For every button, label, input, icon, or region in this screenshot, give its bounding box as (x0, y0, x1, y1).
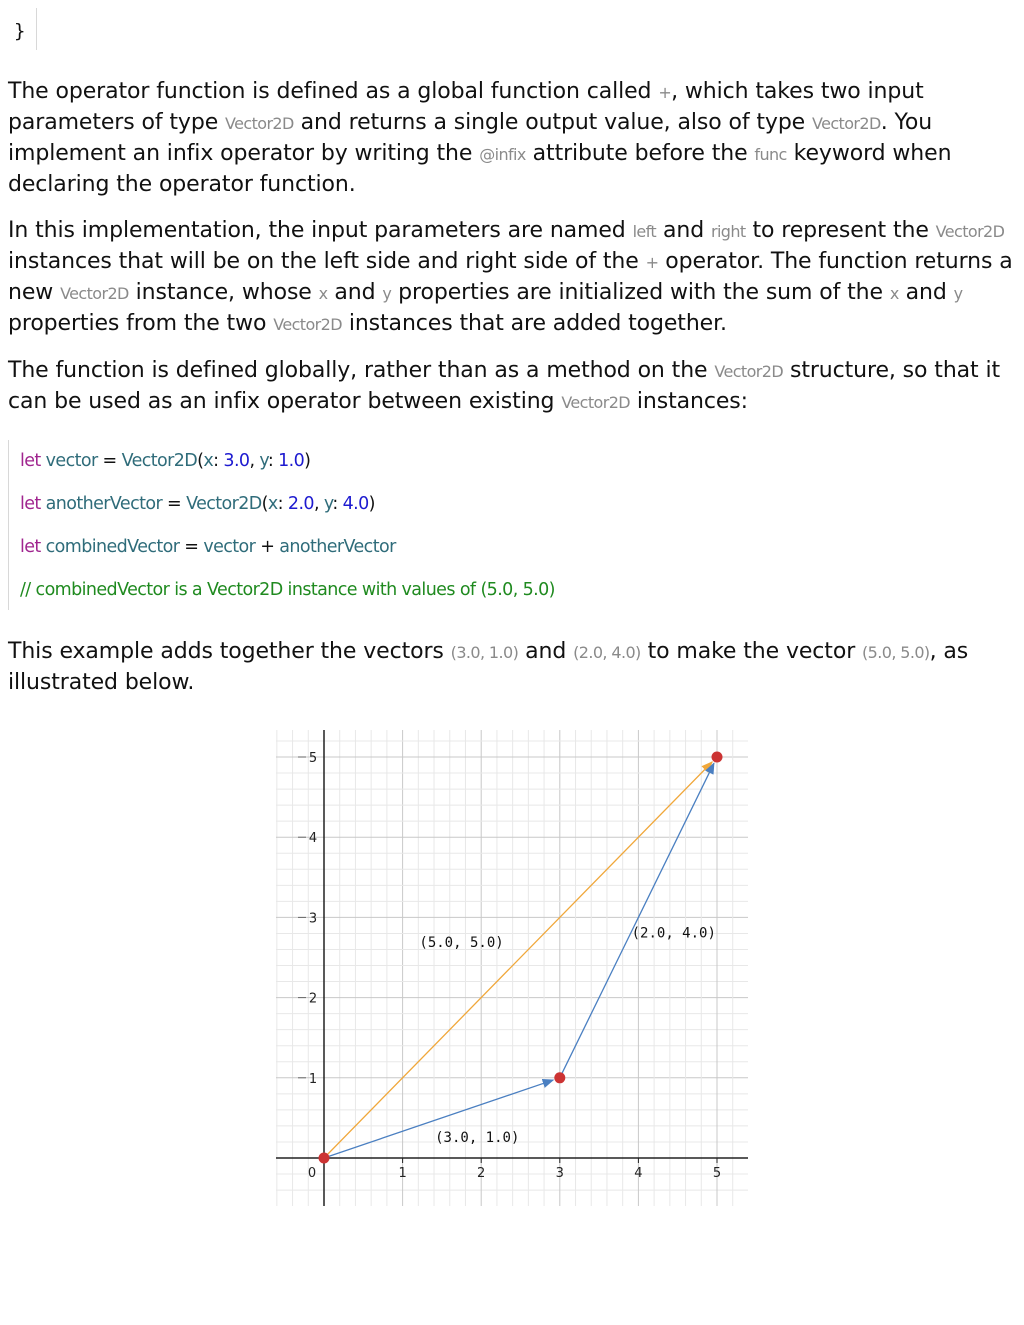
vector-arrow (560, 763, 714, 1078)
vector-labels (419, 925, 716, 1146)
paren: ) (368, 494, 375, 514)
operator: + (255, 537, 280, 557)
identifier: combinedVector (40, 537, 180, 557)
text: to represent the (745, 218, 936, 243)
paragraph-defined-globally (8, 356, 1013, 418)
text: and (518, 639, 574, 664)
inline-code: y (382, 284, 392, 303)
identifier: anotherVector (279, 537, 396, 557)
x-tick-label: 2 (477, 1166, 486, 1181)
text: In this implementation, the input parameters are named (8, 218, 633, 243)
text: instances that will be on the left side and right side of the (8, 249, 646, 274)
comma: , (313, 494, 324, 514)
x-tick-label: 4 (634, 1166, 643, 1181)
inline-code: Vector2D (812, 114, 881, 133)
identifier: vector (40, 451, 98, 471)
closing-brace: } (14, 20, 26, 42)
text: The function is defined globally, rather than as a method on the (8, 358, 715, 383)
number: 1.0 (278, 451, 305, 471)
number: 3.0 (223, 451, 250, 471)
inline-code: Vector2D (714, 362, 784, 381)
paragraph-operator-function (8, 77, 1008, 200)
number: 2.0 (287, 494, 314, 514)
vector-label: (3.0, 1.0) (435, 1129, 520, 1146)
code-snippet-fragment (0, 8, 37, 50)
code-line-2 (20, 494, 375, 514)
text: and returns a single output value, also of type (293, 110, 813, 135)
colon: : (332, 494, 343, 514)
inline-code: (2.0, 4.0) (573, 643, 641, 662)
text: and (898, 280, 954, 305)
text: instance, whose (128, 280, 319, 305)
paren: ( (197, 451, 204, 471)
inline-code: @infix (479, 145, 526, 164)
operator: = (179, 537, 204, 557)
text: This example adds together the vectors (8, 639, 451, 664)
type-name: Vector2D (186, 494, 262, 514)
comma: , (249, 451, 260, 471)
identifier: vector (203, 537, 256, 557)
y-tick-label: 4 (308, 831, 318, 847)
text: keyword when declaring the operator function. (8, 141, 952, 197)
code-line-3 (20, 537, 396, 557)
text: structure, so that it can be used as an infix operator between existing (8, 358, 1001, 414)
paren: ( (261, 494, 268, 514)
param-label: x (267, 494, 278, 514)
text: operator. The function returns a new (8, 249, 1013, 305)
param-label: y (323, 494, 333, 514)
text: attribute before the (525, 141, 755, 166)
inline-code: x (318, 284, 328, 303)
x-tick-label: 1 (398, 1166, 407, 1181)
colon: : (277, 494, 288, 514)
inline-code: (3.0, 1.0) (450, 643, 519, 662)
operator: = (97, 451, 122, 471)
colon: : (213, 451, 224, 471)
inline-code: y (953, 284, 963, 303)
inline-code: func (754, 145, 787, 164)
inline-code: x (889, 284, 899, 303)
number: 4.0 (342, 494, 369, 514)
text: , which takes two input parameters of type (8, 79, 924, 135)
inline-code: right (710, 222, 746, 241)
x-tick-label: 3 (555, 1166, 564, 1181)
keyword: let (20, 451, 41, 471)
inline-code: left (632, 222, 657, 241)
inline-code: + (645, 253, 659, 272)
inline-code: Vector2D (561, 393, 630, 412)
x-tick-label: 5 (712, 1166, 722, 1181)
vector-label: (2.0, 4.0) (631, 925, 716, 942)
identifier: anotherVector (40, 494, 163, 514)
keyword: let (20, 494, 41, 514)
inline-code: + (658, 83, 672, 102)
paragraph-implementation (8, 216, 1020, 340)
inline-code: Vector2D (935, 222, 1005, 241)
paragraph-example (8, 637, 1008, 698)
text: instances: (630, 389, 748, 414)
param-label: y (259, 451, 268, 471)
data-point (712, 752, 723, 763)
inline-code: Vector2D (60, 284, 129, 303)
y-tick-label: 3 (308, 911, 318, 927)
y-tick-label: 5 (308, 751, 318, 766)
vector-addition-chart (276, 730, 748, 1206)
x-tick-label: 0 (307, 1166, 317, 1181)
code-line-1 (20, 451, 310, 471)
text: instances that are added together. (341, 311, 727, 336)
inline-code: (5.0, 5.0) (862, 643, 930, 662)
text: properties from the two (8, 311, 274, 336)
text: to make the vector (640, 639, 863, 664)
text: and (656, 218, 711, 243)
code-line-4-comment: // combinedVector is a Vector2D instance with values of (5.0, 5.0) (20, 580, 555, 600)
paren: ) (304, 451, 311, 471)
text: , as illustrated below. (8, 639, 969, 695)
operator: = (162, 494, 187, 514)
type-name: Vector2D (121, 451, 198, 471)
code-block (8, 440, 709, 610)
param-label: x (203, 451, 214, 471)
text: properties are initialized with the sum of the (391, 280, 890, 305)
text: The operator function is defined as a global function called (8, 79, 659, 104)
keyword: let (20, 537, 41, 557)
colon: : (267, 451, 279, 471)
text: and (327, 280, 383, 305)
inline-code: Vector2D (225, 114, 294, 133)
vector-arrow (324, 1080, 553, 1158)
text: . You implement an infix operator by writing the (8, 110, 933, 166)
y-tick-label: 2 (308, 991, 318, 1007)
data-point (319, 1153, 330, 1164)
y-tick-label: 1 (308, 1071, 318, 1087)
vector-label: (5.0, 5.0) (419, 935, 504, 952)
inline-code: Vector2D (273, 315, 342, 334)
data-point (554, 1072, 565, 1083)
